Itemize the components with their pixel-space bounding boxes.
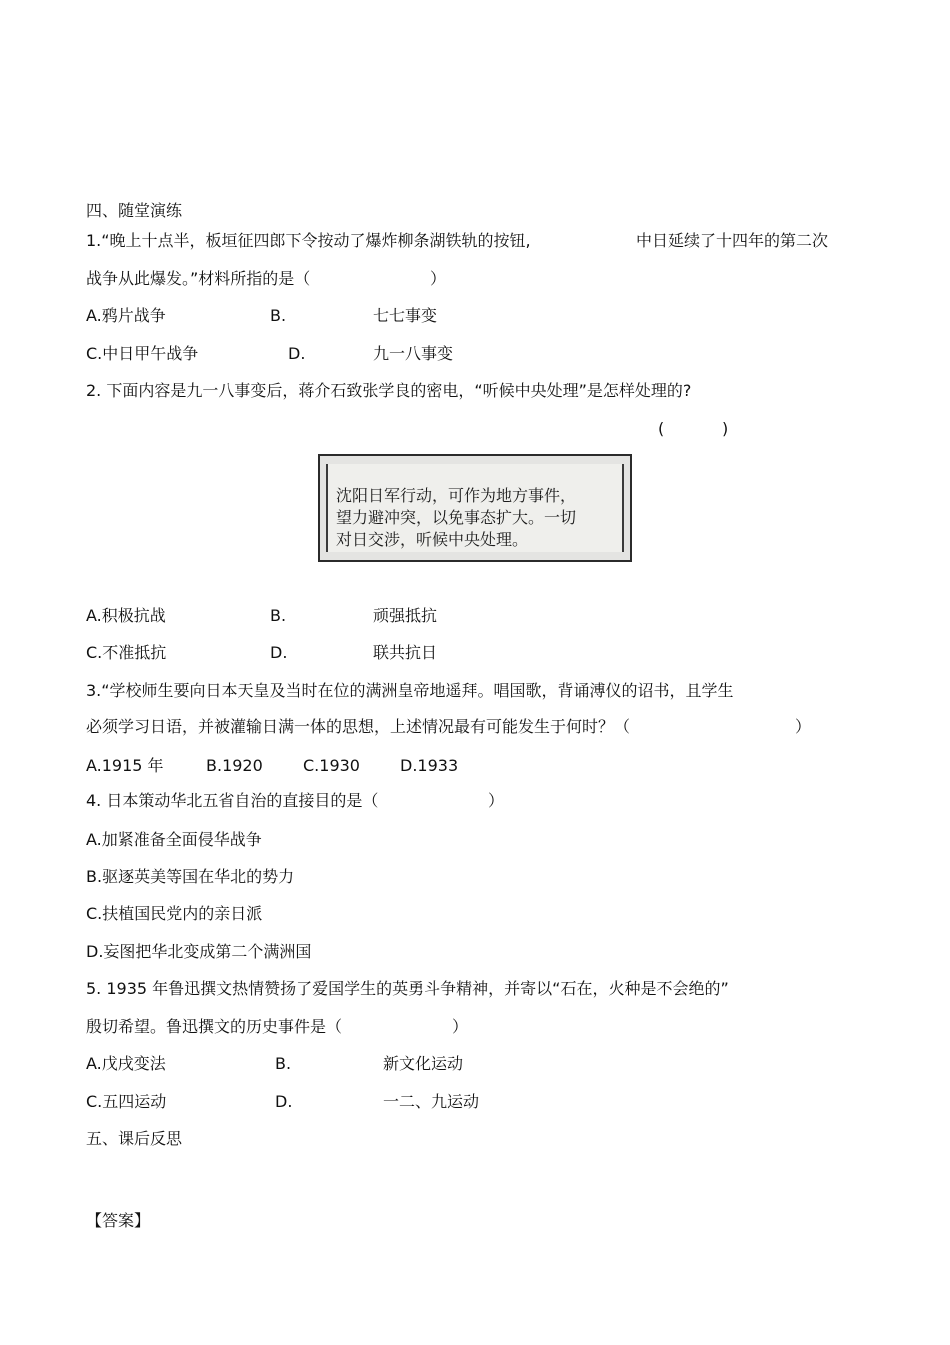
q4-option-d: D.妄图把华北变成第二个满洲国 <box>86 942 312 961</box>
q2-option-d-letter: D. <box>270 643 288 662</box>
q5-answer-paren-close: ） <box>452 1017 469 1036</box>
q4-option-b: B.驱逐英美等国在华北的势力 <box>86 867 295 886</box>
q4-stem: 4. 日本策动华北五省自治的直接目的是（ <box>86 791 379 810</box>
q1-option-c: C.中日甲午战争 <box>86 344 199 363</box>
q5-option-c: C.五四运动 <box>86 1092 167 1111</box>
q2-option-d: 联共抗日 <box>373 643 438 662</box>
q5-option-d: 一二、九运动 <box>383 1092 480 1111</box>
q5-option-b: 新文化运动 <box>383 1054 464 1073</box>
section-4-title: 四、随堂演练 <box>86 201 183 220</box>
q5-option-d-letter: D. <box>275 1092 293 1111</box>
q1-option-b: 七七事变 <box>373 306 438 325</box>
q2-option-b: 顽强抵抗 <box>373 606 438 625</box>
q3-option-d: D.1933 <box>400 756 459 775</box>
telegram-text-line2: 望力避冲突，以免事态扩大。一切 <box>336 508 577 527</box>
q1-stem-line1b: 中日延续了十四年的第二次 <box>636 231 829 250</box>
q5-stem-line2: 殷切希望。鲁迅撰文的历史事件是（ <box>86 1017 343 1036</box>
q3-stem-line2: 必须学习日语，并被灌输日满一体的思想，上述情况最有可能发生于何时？（ <box>86 717 631 736</box>
q4-option-c: C.扶植国民党内的亲日派 <box>86 904 263 923</box>
q1-option-a: A.鸦片战争 <box>86 306 166 325</box>
q2-option-a: A.积极抗战 <box>86 606 166 625</box>
telegram-text-line1: 沈阳日军行动，可作为地方事件， <box>336 486 577 505</box>
q5-stem-line1: 5. 1935 年鲁迅撰文热情赞扬了爱国学生的英勇斗争精神，并寄以“石在，火种是不会绝的” <box>86 979 729 998</box>
q3-option-a: A.1915 年 <box>86 756 164 775</box>
answer-heading: 【答案】 <box>86 1211 151 1230</box>
q2-answer-paren-open: ( <box>658 419 665 438</box>
q5-option-a: A.戊戌变法 <box>86 1054 166 1073</box>
q1-option-d: 九一八事变 <box>373 344 454 363</box>
q1-option-d-letter: D. <box>288 344 306 363</box>
q2-telegram-photo <box>318 454 632 562</box>
q2-stem: 2. 下面内容是九一八事变后，蒋介石致张学良的密电，“听候中央处理”是怎样处理的? <box>86 381 692 400</box>
section-5-title: 五、课后反思 <box>86 1129 183 1148</box>
q1-answer-paren-close: ） <box>430 269 447 288</box>
q3-option-b: B.1920 <box>206 756 263 775</box>
q3-stem-line1: 3.“学校师生要向日本天皇及当时在位的满洲皇帝地遥拜。唱国歌，背诵溥仪的诏书，且学生 <box>86 681 734 700</box>
q3-answer-paren-close: ） <box>795 717 812 736</box>
q2-answer-paren-close: ) <box>722 419 729 438</box>
q1-stem-line2: 战争从此爆发。”材料所指的是（ <box>86 269 311 288</box>
q5-option-b-letter: B. <box>275 1054 292 1073</box>
q1-stem-line1a: 1.“晚上十点半，板垣征四郎下令按动了爆炸柳条湖铁轨的按钮, <box>86 231 531 250</box>
q4-answer-paren-close: ） <box>488 791 505 810</box>
q4-option-a: A.加紧准备全面侵华战争 <box>86 830 262 849</box>
q3-option-c: C.1930 <box>303 756 360 775</box>
q2-option-c: C.不准抵抗 <box>86 643 167 662</box>
telegram-text-line3: 对日交涉，听候中央处理。 <box>336 530 529 549</box>
q1-option-b-letter: B. <box>270 306 287 325</box>
q2-option-b-letter: B. <box>270 606 287 625</box>
